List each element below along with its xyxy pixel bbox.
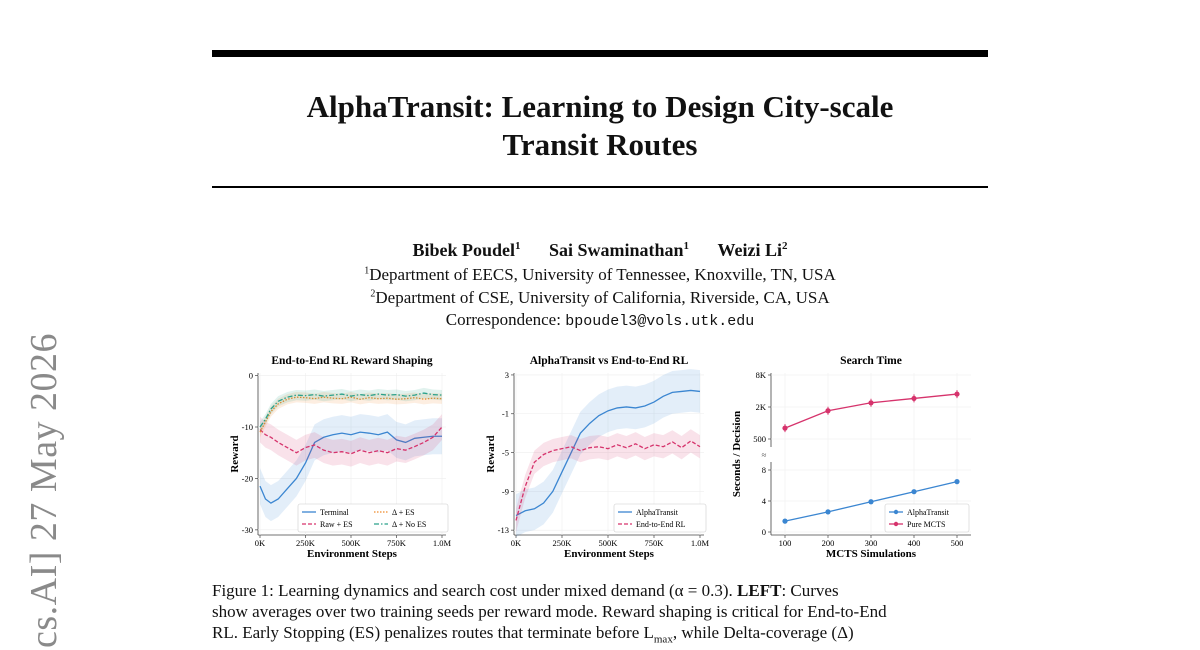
data-point	[954, 479, 959, 484]
title-line-2: Transit Routes	[502, 127, 698, 162]
chart-title: Search Time	[840, 355, 902, 367]
y-tick-label: 8	[761, 465, 766, 475]
x-tick-label: 500	[950, 538, 964, 548]
data-point	[868, 499, 873, 504]
y-tick-label: -30	[241, 524, 253, 535]
x-axis-label: Environment Steps	[564, 548, 654, 560]
legend-label: End-to-End RL	[636, 520, 686, 529]
affiliation-1: $^1$Department of EECS, University of Tennessee, Knoxville, TN, USA	[364, 265, 836, 284]
x-axis-label: MCTS Simulations	[825, 548, 917, 560]
correspondence: Correspondence: bpoudel3@vols.utk.edu	[445, 310, 755, 330]
data-point	[782, 519, 787, 524]
x-tick-label: 200	[821, 538, 835, 548]
data-point	[825, 509, 830, 514]
y-tick-label: -9	[501, 486, 509, 497]
x-tick-label: 0K	[254, 538, 266, 548]
y-tick-label: 2K	[755, 402, 766, 412]
data-point	[825, 408, 830, 413]
y-tick-label: -13	[497, 525, 509, 536]
correspondence-email[interactable]: bpoudel3@vols.utk.edu	[565, 313, 755, 330]
author: Weizi Li$^2$	[717, 240, 788, 260]
axis-break-marker: ≈	[761, 450, 767, 460]
x-axis-label: Environment Steps	[307, 548, 397, 560]
y-tick-label: 0	[761, 527, 766, 537]
x-tick-label: 100	[778, 538, 792, 548]
chart-title: AlphaTransit vs End-to-End RL	[529, 355, 689, 367]
x-tick-label: 250K	[296, 538, 315, 548]
y-tick-label: 3	[504, 369, 509, 380]
legend-marker	[894, 510, 898, 514]
affiliation-2: $^2$Department of CSE, University of California, Riverside, CA, USA	[370, 288, 830, 307]
legend-label: AlphaTransit	[636, 508, 678, 517]
figure-caption: Figure 1: Learning dynamics and search cost under mixed demand (α = 0.3). LEFT: Curves show averages over two training seeds per reward mode. Reward shaping is critical for End-to-End RL. Early Stopping (ES) penalizes routes that terminate before $L_{max}$, while Delta-coverage (Δ)	[212, 581, 887, 646]
data-point	[911, 489, 916, 494]
legend-label: Pure MCTS	[907, 520, 946, 529]
x-tick-label: 500K	[341, 538, 361, 548]
x-tick-label: 250K	[552, 538, 572, 548]
arxiv-stamp: cs.AI] 27 May 2026	[23, 332, 65, 648]
y-axis-label: Reward	[229, 435, 241, 473]
x-tick-label: 300	[864, 538, 878, 548]
x-tick-label: 750K	[644, 538, 664, 548]
x-tick-label: 0K	[510, 538, 522, 548]
y-tick-label: 500	[753, 434, 766, 444]
x-tick-label: 1.0M	[690, 538, 710, 548]
y-tick-label: -5	[501, 447, 509, 458]
title-line-1: AlphaTransit: Learning to Design City-scale	[306, 89, 894, 124]
legend-label: Δ + No ES	[392, 520, 427, 529]
x-tick-label: 500K	[598, 538, 618, 548]
x-tick-label: 750K	[387, 538, 406, 548]
y-tick-label: 0	[248, 370, 253, 381]
legend-label: Terminal	[320, 508, 349, 517]
data-point	[911, 396, 916, 401]
legend-marker	[894, 522, 898, 526]
author: Sai Swaminathan$^1$	[548, 240, 690, 260]
author: Bibek Poudel$^1$	[412, 240, 521, 260]
y-tick-label: 8K	[755, 370, 766, 380]
y-tick-label: -1	[501, 408, 509, 419]
data-point	[782, 426, 787, 431]
legend-label: AlphaTransit	[907, 508, 949, 517]
x-tick-label: 400	[907, 538, 921, 548]
chart-title: End-to-End RL Reward Shaping	[271, 355, 433, 367]
y-tick-label: -20	[241, 473, 253, 484]
data-point	[954, 391, 959, 396]
y-tick-label: 4	[761, 496, 766, 506]
y-axis-label: Seconds / Decision	[731, 410, 743, 498]
legend-label: Δ + ES	[392, 508, 415, 517]
x-tick-label: 1.0M	[432, 538, 452, 548]
y-tick-label: -10	[241, 422, 253, 432]
legend-label: Raw + ES	[320, 520, 353, 529]
y-axis-label: Reward	[485, 435, 497, 473]
data-point	[868, 400, 873, 405]
